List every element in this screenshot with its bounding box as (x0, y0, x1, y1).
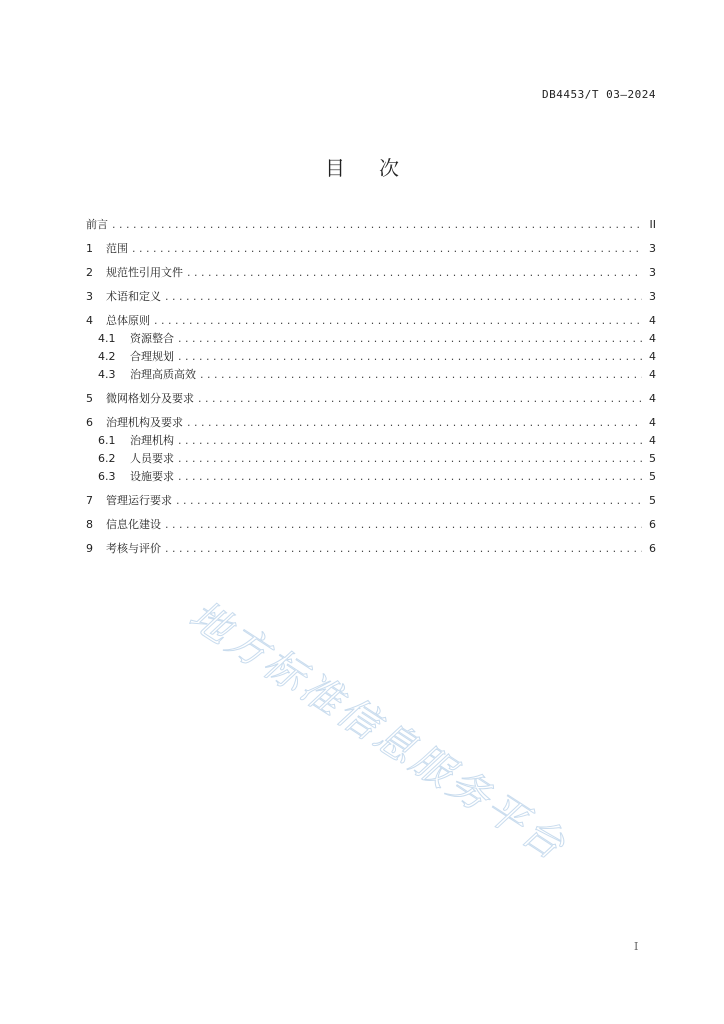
toc-entry-label: 治理高质高效 (130, 368, 196, 381)
toc-dot-leader (187, 414, 642, 432)
toc-entry-number: 7 (86, 494, 93, 507)
toc-entry-page: 4 (649, 368, 656, 381)
toc-entry-label: 规范性引用文件 (106, 266, 183, 279)
toc-entry-page: 5 (649, 470, 656, 483)
toc-entry-label: 范围 (106, 242, 128, 255)
toc-entry-number: 4 (86, 314, 93, 327)
toc-entry-page: 3 (649, 242, 656, 255)
toc-entry-number: 4.2 (98, 350, 116, 363)
toc-entry[interactable] (86, 432, 656, 450)
toc-entry[interactable] (86, 516, 656, 534)
toc-entry-page: 3 (649, 266, 656, 279)
toc-dot-leader (187, 264, 642, 282)
toc-entry-label: 考核与评价 (106, 542, 161, 555)
toc-entry[interactable] (86, 348, 656, 366)
toc-entry[interactable] (86, 330, 656, 348)
toc-entry[interactable] (86, 450, 656, 468)
toc-entry-label: 信息化建设 (106, 518, 161, 531)
toc-dot-leader (165, 516, 642, 534)
toc-entry-page: 5 (649, 452, 656, 465)
table-of-contents (86, 216, 656, 558)
toc-entry-page: 5 (649, 494, 656, 507)
toc-entry[interactable] (86, 240, 656, 258)
toc-entry-number: 2 (86, 266, 93, 279)
toc-entry-label: 术语和定义 (106, 290, 161, 303)
toc-entry-page: 4 (649, 416, 656, 429)
toc-entry[interactable] (86, 216, 656, 234)
toc-dot-leader (165, 288, 642, 306)
title-char-left: 目 (325, 156, 345, 180)
toc-dot-leader (178, 432, 642, 450)
toc-entry-page: 4 (649, 434, 656, 447)
toc-entry[interactable] (86, 468, 656, 486)
toc-dot-leader (154, 312, 642, 330)
toc-entry[interactable] (86, 540, 656, 558)
document-code: DB4453/T 03—2024 (542, 88, 656, 101)
toc-entry-number: 4.3 (98, 368, 116, 381)
toc-entry-label: 前言 (86, 218, 108, 231)
toc-entry-label: 治理机构及要求 (106, 416, 183, 429)
toc-entry[interactable] (86, 492, 656, 510)
watermark: 地方标准信息服务平台 (181, 592, 576, 871)
toc-entry-number: 4.1 (98, 332, 116, 345)
toc-entry-page: 4 (649, 350, 656, 363)
toc-entry-number: 5 (86, 392, 93, 405)
toc-entry[interactable] (86, 312, 656, 330)
toc-entry[interactable] (86, 264, 656, 282)
toc-dot-leader (178, 468, 642, 486)
toc-entry-page: 4 (649, 332, 656, 345)
toc-entry-label: 资源整合 (130, 332, 174, 345)
page-number: I (634, 940, 639, 953)
toc-entry-number: 1 (86, 242, 93, 255)
toc-dot-leader (178, 330, 642, 348)
toc-entry-page: 6 (649, 542, 656, 555)
toc-dot-leader (178, 348, 642, 366)
toc-entry-page: 4 (649, 314, 656, 327)
toc-entry-number: 9 (86, 542, 93, 555)
toc-entry-label: 总体原则 (106, 314, 150, 327)
title-char-right: 次 (379, 156, 399, 180)
toc-entry-label: 设施要求 (130, 470, 174, 483)
toc-entry-label: 治理机构 (130, 434, 174, 447)
page-title (0, 152, 724, 181)
toc-dot-leader (132, 240, 642, 258)
toc-entry-number: 6 (86, 416, 93, 429)
toc-entry-number: 6.3 (98, 470, 116, 483)
toc-dot-leader (165, 540, 642, 558)
toc-dot-leader (198, 390, 642, 408)
toc-entry-number: 6.1 (98, 434, 116, 447)
toc-entry-page: 6 (649, 518, 656, 531)
toc-entry-page: 3 (649, 290, 656, 303)
toc-entry-number: 6.2 (98, 452, 116, 465)
toc-entry[interactable] (86, 288, 656, 306)
toc-dot-leader (178, 450, 642, 468)
toc-entry[interactable] (86, 366, 656, 384)
toc-dot-leader (176, 492, 642, 510)
toc-entry-number: 8 (86, 518, 93, 531)
toc-entry-label: 合理规划 (130, 350, 174, 363)
toc-entry-label: 人员要求 (130, 452, 174, 465)
toc-entry-label: 管理运行要求 (106, 494, 172, 507)
toc-entry-page: 4 (649, 392, 656, 405)
toc-dot-leader (112, 216, 642, 234)
toc-dot-leader (200, 366, 642, 384)
toc-entry-label: 微网格划分及要求 (106, 392, 194, 405)
toc-entry-number: 3 (86, 290, 93, 303)
toc-entry[interactable] (86, 390, 656, 408)
toc-entry[interactable] (86, 414, 656, 432)
toc-entry-page: II (649, 218, 656, 231)
